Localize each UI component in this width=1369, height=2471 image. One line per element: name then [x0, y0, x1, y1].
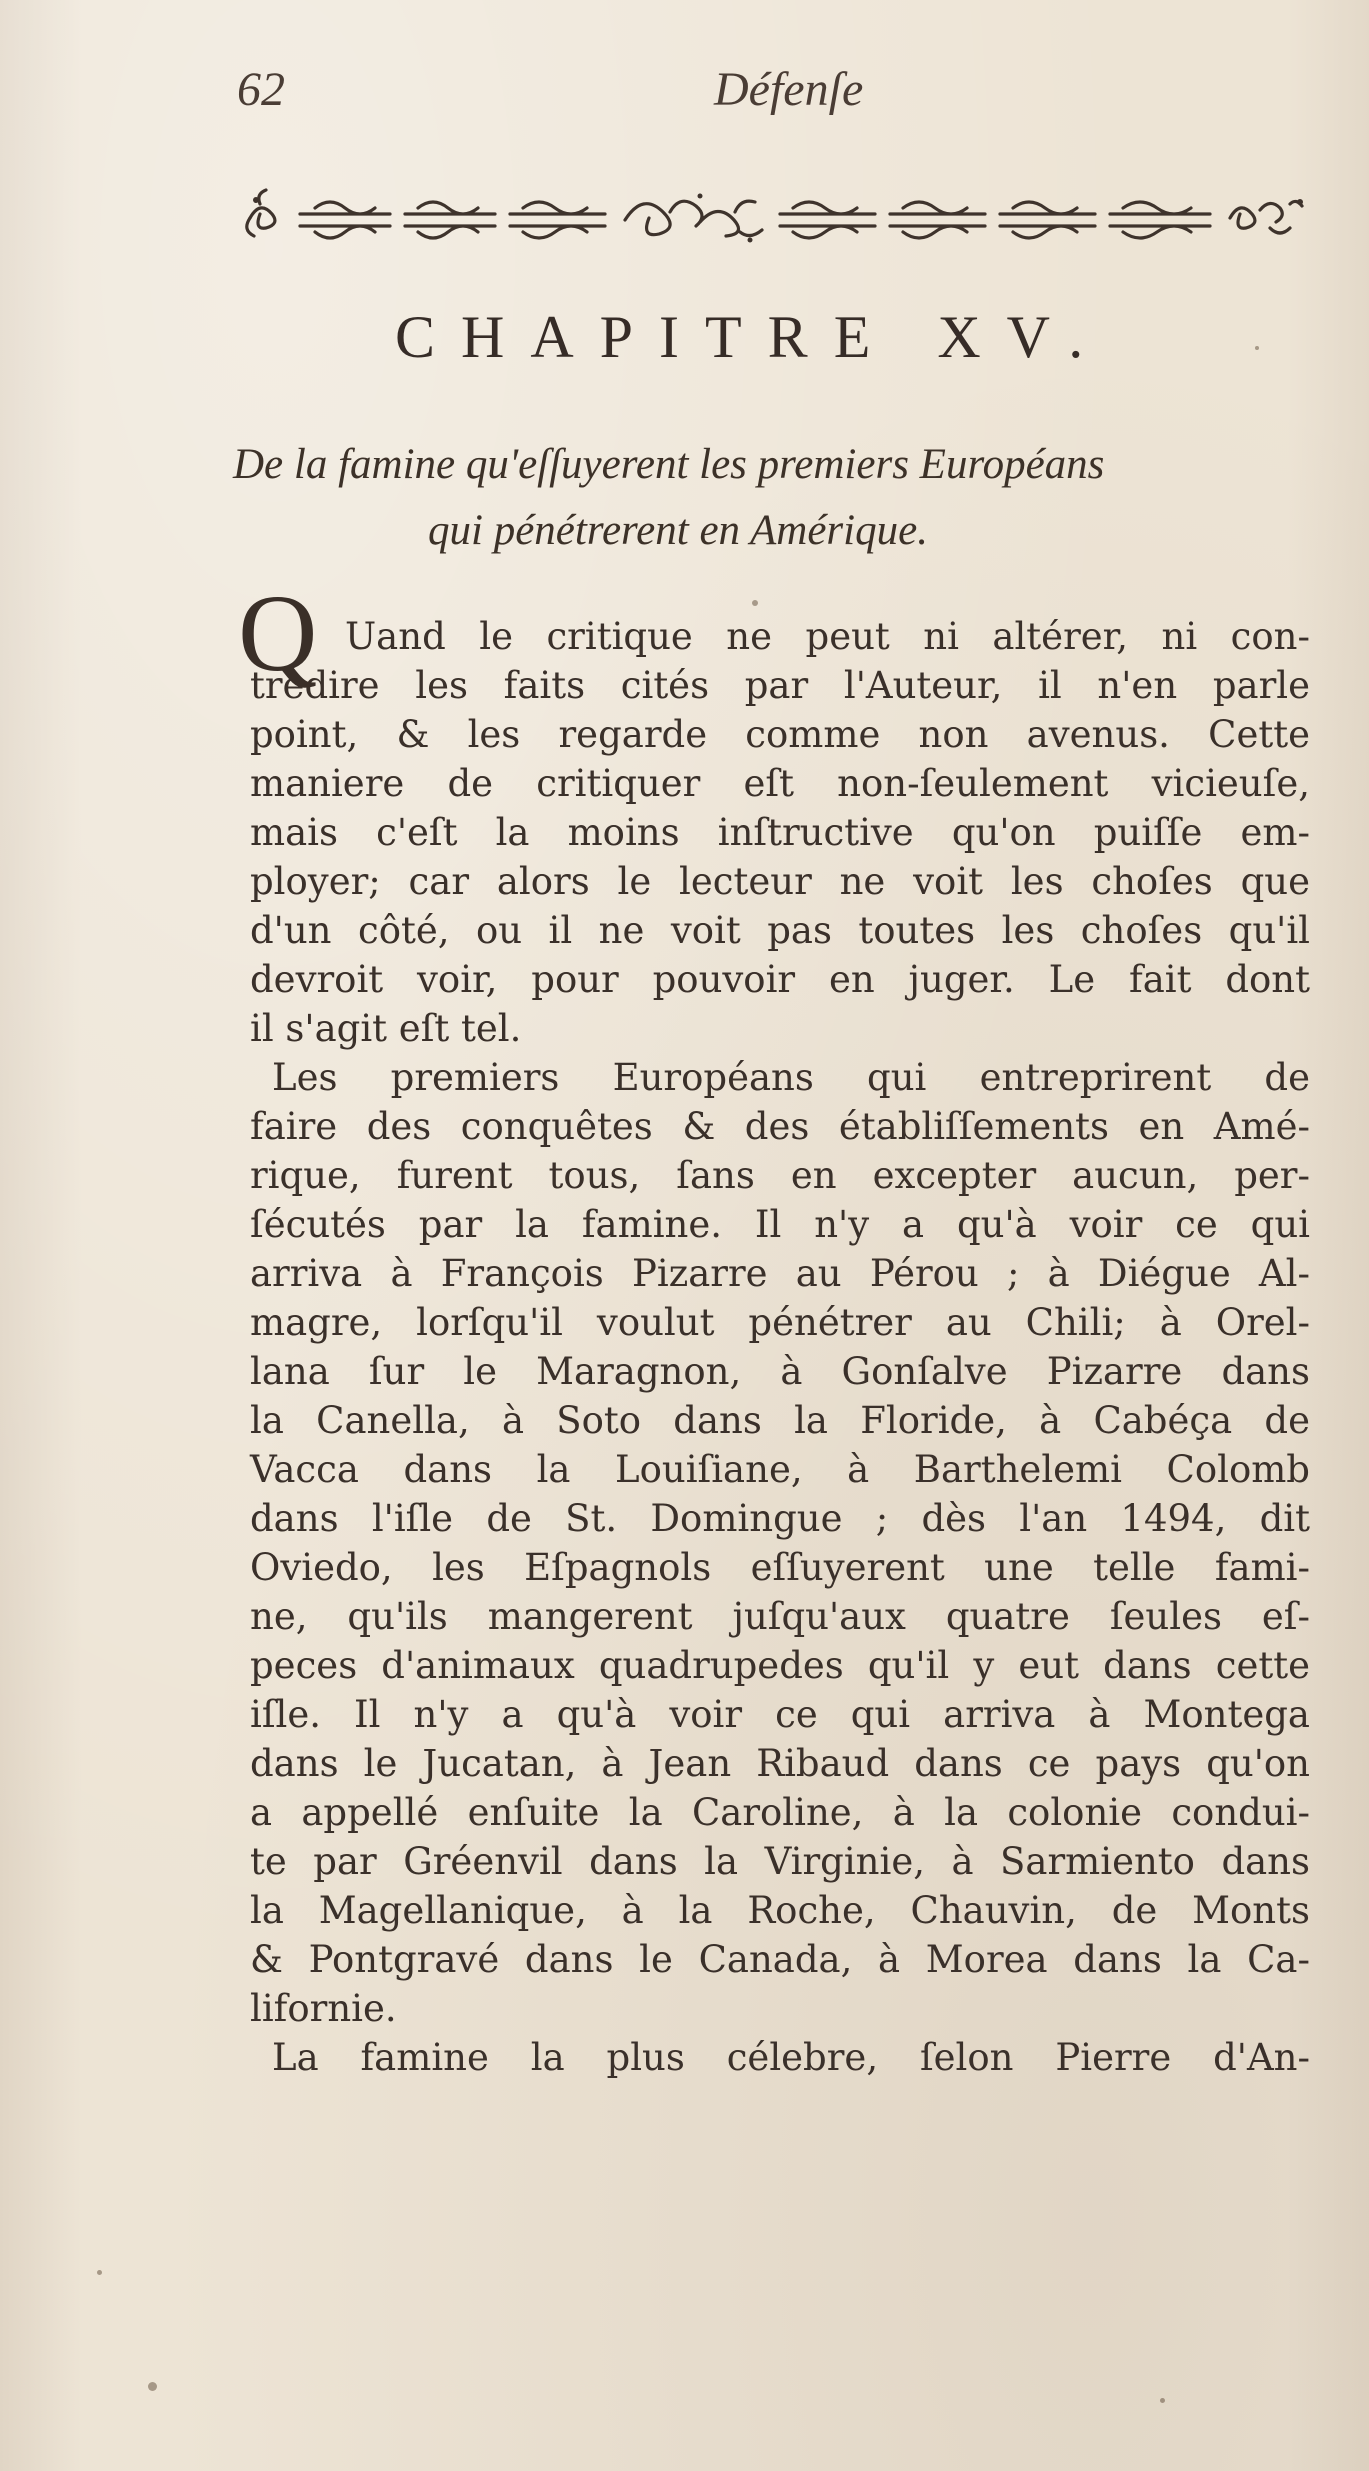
- text-line: faire des conquêtes & des établiſſements en Amé-: [250, 1105, 1310, 1148]
- text-line: te par Gréenvil dans la Virginie, à Sarmiento dans: [250, 1840, 1310, 1883]
- text-line: devroit voir, pour pouvoir en juger. Le fait dont: [250, 958, 1310, 1001]
- page-number: 62: [237, 63, 285, 116]
- text-line: peces d'animaux quadrupedes qu'il y eut dans cette: [250, 1644, 1310, 1687]
- text-line: ſécutés par la famine. Il n'y a qu'à voir ce qui: [250, 1203, 1310, 1246]
- text-line: ployer; car alors le lecteur ne voit les choſes que: [250, 860, 1310, 903]
- paper-speck: [97, 2270, 102, 2275]
- text-line: iſle. Il n'y a qu'à voir ce qui arriva à Montega: [250, 1693, 1310, 1736]
- text-line: La famine la plus célebre, ſelon Pierre d'An-: [272, 2036, 1310, 2079]
- text-line: mais c'eſt la moins inſtructive qu'on puiſſe em-: [250, 811, 1310, 854]
- text-line: d'un côté, ou il ne voit pas toutes les choſes qu'il: [250, 909, 1310, 952]
- text-line: Uand le critique ne peut ni altérer, ni con-: [345, 615, 1310, 658]
- paper-speck: [752, 600, 758, 606]
- paragraph: [250, 1053, 1310, 2033]
- paper-speck: [1255, 346, 1259, 350]
- text-line: maniere de critiquer eſt non-ſeulement vicieuſe,: [250, 762, 1310, 805]
- text-line: la Magellanique, à la Roche, Chauvin, de Monts: [250, 1889, 1310, 1932]
- text-line: & Pontgravé dans le Canada, à Morea dans la Ca-: [250, 1938, 1310, 1981]
- text-line: Oviedo, les Eſpagnols eſſuyerent une telle fami-: [250, 1546, 1310, 1589]
- text-line: dans l'iſle de St. Domingue ; dès l'an 1494, dit: [250, 1497, 1310, 1540]
- text-line: point, & les regarde comme non avenus. Cette: [250, 713, 1310, 756]
- paper-speck: [1160, 2398, 1165, 2403]
- paragraph: [250, 2033, 1310, 2082]
- text-line: il s'agit eſt tel.: [250, 1007, 522, 1050]
- chapter-subtitle: [233, 432, 1303, 564]
- paper-speck: [148, 2382, 157, 2391]
- ornament-band: [230, 182, 1330, 252]
- text-line: lifornie.: [250, 1987, 397, 2030]
- text-line: ne, qu'ils mangerent juſqu'aux quatre ſeules eſ-: [250, 1595, 1310, 1638]
- subtitle-line: De la famine qu'eſſuyerent les premiers Européans: [233, 441, 1105, 488]
- text-line: dans le Jucatan, à Jean Ribaud dans ce pays qu'on: [250, 1742, 1310, 1785]
- subtitle-line: qui pénétrerent en Amérique.: [428, 507, 928, 554]
- drop-cap: Q: [238, 572, 318, 694]
- text-line: a appellé enſuite la Caroline, à la colonie condui-: [250, 1791, 1310, 1834]
- text-line: magre, lorſqu'il voulut pénétrer au Chili; à Orel-: [250, 1301, 1310, 1344]
- text-line: la Canella, à Soto dans la Floride, à Cabéça de: [250, 1399, 1310, 1442]
- text-line: arriva à François Pizarre au Pérou ; à Diégue Al-: [250, 1252, 1310, 1295]
- chapter-heading: CHAPITRE XV.: [395, 304, 1110, 370]
- paragraph: [238, 572, 1310, 1053]
- body-text: [238, 572, 1310, 2082]
- running-title: Défenſe: [714, 63, 864, 116]
- text-line: Les premiers Européans qui entreprirent de: [272, 1056, 1310, 1099]
- text-line: tredire les faits cités par l'Auteur, il n'en parle: [250, 664, 1310, 707]
- text-line: Vacca dans la Louiſiane, à Barthelemi Colomb: [250, 1448, 1310, 1491]
- running-head: [237, 62, 1337, 132]
- text-line: lana ſur le Maragnon, à Gonſalve Pizarre dans: [250, 1350, 1310, 1393]
- text-line: rique, furent tous, ſans en excepter aucun, per-: [250, 1154, 1310, 1197]
